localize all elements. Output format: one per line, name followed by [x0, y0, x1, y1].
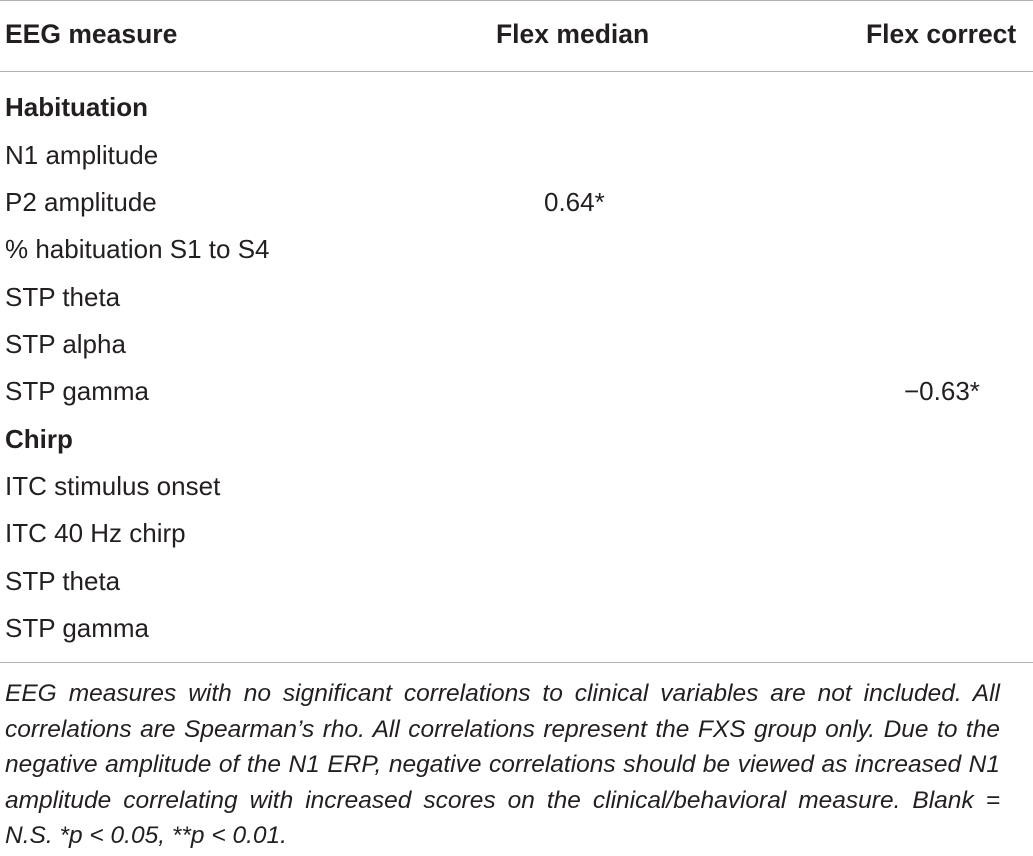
row-label-stp-alpha: STP alpha	[5, 329, 126, 359]
table-header-rule	[0, 71, 1033, 72]
row-label-itc-stimulus-onset: ITC stimulus onset	[5, 471, 221, 501]
row-label-p2-amplitude: P2 amplitude	[5, 187, 157, 217]
row-label-n1-amplitude: N1 amplitude	[5, 140, 159, 170]
section-chirp: Chirp	[5, 424, 73, 454]
row-label-habituation-s1-s4: % habituation S1 to S4	[5, 234, 270, 264]
table-bottom-rule	[0, 662, 1033, 663]
cell-p2-flex-median: 0.64*	[544, 187, 605, 217]
header-eeg-measure: EEG measure	[5, 19, 178, 49]
row-label-chirp-stp-theta: STP theta	[5, 566, 121, 596]
section-habituation: Habituation	[5, 92, 148, 122]
table-footnote: EEG measures with no significant correlations to clinical variables are not included. All correlations are Spearman’s rho. All correlations represent the FXS group only. Due to the negative amplitude of the N1 ERP, negative correlations should be viewed as increased N1 amplitude correlating with increased scores on the clinical/behavioral measure. Blank = N.S. *p < 0.05, **p < 0.01.	[5, 680, 1000, 849]
header-flex-correct: Flex correct	[866, 19, 1017, 49]
cell-stp-gamma-flex-correct: −0.63*	[904, 376, 980, 406]
row-label-stp-theta: STP theta	[5, 282, 121, 312]
row-label-itc-40hz-chirp: ITC 40 Hz chirp	[5, 518, 186, 548]
row-label-chirp-stp-gamma: STP gamma	[5, 613, 150, 643]
row-label-stp-gamma: STP gamma	[5, 376, 150, 406]
table-top-rule	[0, 0, 1033, 1]
header-flex-median: Flex median	[496, 19, 650, 49]
